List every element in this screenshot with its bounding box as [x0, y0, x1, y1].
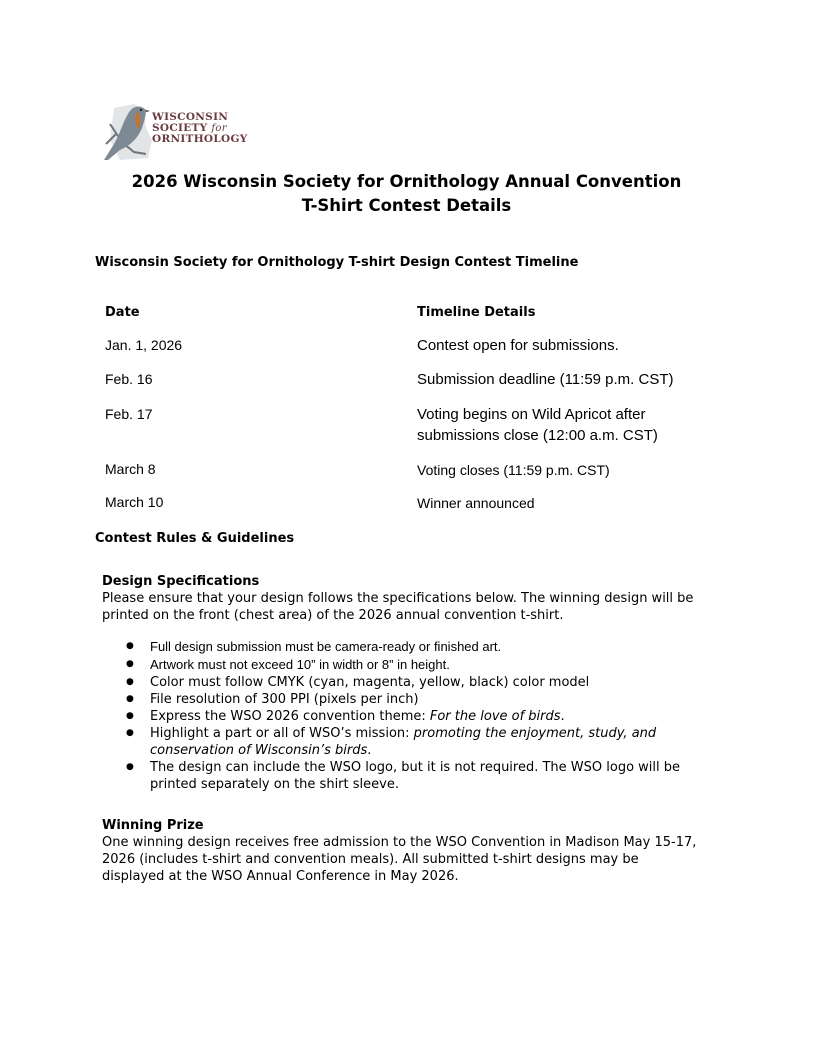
list-item: ● Color must follow CMYK (cyan, magenta, yellow, black) color model [122, 674, 722, 691]
design-specs-heading: Design Specifications [102, 574, 260, 589]
page-title [0, 170, 813, 218]
convention-theme: For the love of birds [429, 709, 561, 724]
timeline-detail: Submission deadline (11:59 p.m. CST) [417, 371, 674, 388]
timeline-heading: Wisconsin Society for Ornithology T-shirt Design Contest Timeline [95, 255, 579, 270]
list-item: ● Highlight a part or all of WSO’s mission: promoting the enjoyment, study, and conservation of Wisconsin’s birds. [122, 725, 722, 759]
design-specs-list [122, 638, 722, 793]
list-item: ● Artwork must not exceed 10” in width or 8” in height. [122, 656, 722, 674]
list-item: ● The design can include the WSO logo, but it is not required. The WSO logo will be printed separately on the shirt sleeve. [122, 759, 722, 793]
design-specs-intro: Please ensure that your design follows the specifications below. The winning design will be printed on the front (chest area) of the 2026 annual convention t-shirt. [102, 591, 694, 623]
timeline-detail: Contest open for submissions. [417, 337, 619, 354]
title-line-1: 2026 Wisconsin Society for Ornithology Annual Convention [131, 172, 682, 191]
timeline-date: March 8 [105, 461, 156, 477]
list-item: ● Full design submission must be camera-ready or finished art. [122, 638, 722, 656]
timeline-date: Feb. 17 [105, 406, 153, 422]
title-line-2: T-Shirt Contest Details [301, 196, 512, 215]
prize-text: One winning design receives free admission to the WSO Convention in Madison May 15-17, 2026 (includes t-shirt and convention meals). All submitted t-shirt designs may be displayed at the WSO Annual Conference in May 2026. [102, 835, 697, 884]
logo-line-3: ORNITHOLOGY [152, 133, 248, 145]
timeline-detail: Voting closes (11:59 p.m. CST) [417, 462, 610, 478]
logo-wordmark [152, 112, 248, 145]
column-header-details: Timeline Details [417, 305, 536, 320]
list-item: ● File resolution of 300 PPI (pixels per inch) [122, 691, 722, 708]
prize-heading: Winning Prize [102, 818, 204, 833]
column-header-date: Date [105, 305, 140, 320]
passenger-pigeon-icon [100, 100, 160, 165]
timeline-detail: Winner announced [417, 495, 535, 511]
list-item: ● Express the WSO 2026 convention theme: For the love of birds. [122, 708, 722, 725]
timeline-date: March 10 [105, 494, 164, 510]
rules-heading: Contest Rules & Guidelines [95, 531, 295, 546]
wso-mission: promoting the enjoyment, study, and conservation of Wisconsin’s birds [150, 726, 657, 758]
timeline-detail: Voting begins on Wild Apricot after submissions close (12:00 a.m. CST) [417, 406, 658, 444]
timeline-date: Feb. 16 [105, 371, 153, 387]
wso-logo [100, 100, 280, 165]
timeline-date: Jan. 1, 2026 [105, 337, 183, 353]
logo-line-2: SOCIETY for [152, 122, 227, 134]
logo-line-1: WISCONSIN [152, 111, 229, 123]
